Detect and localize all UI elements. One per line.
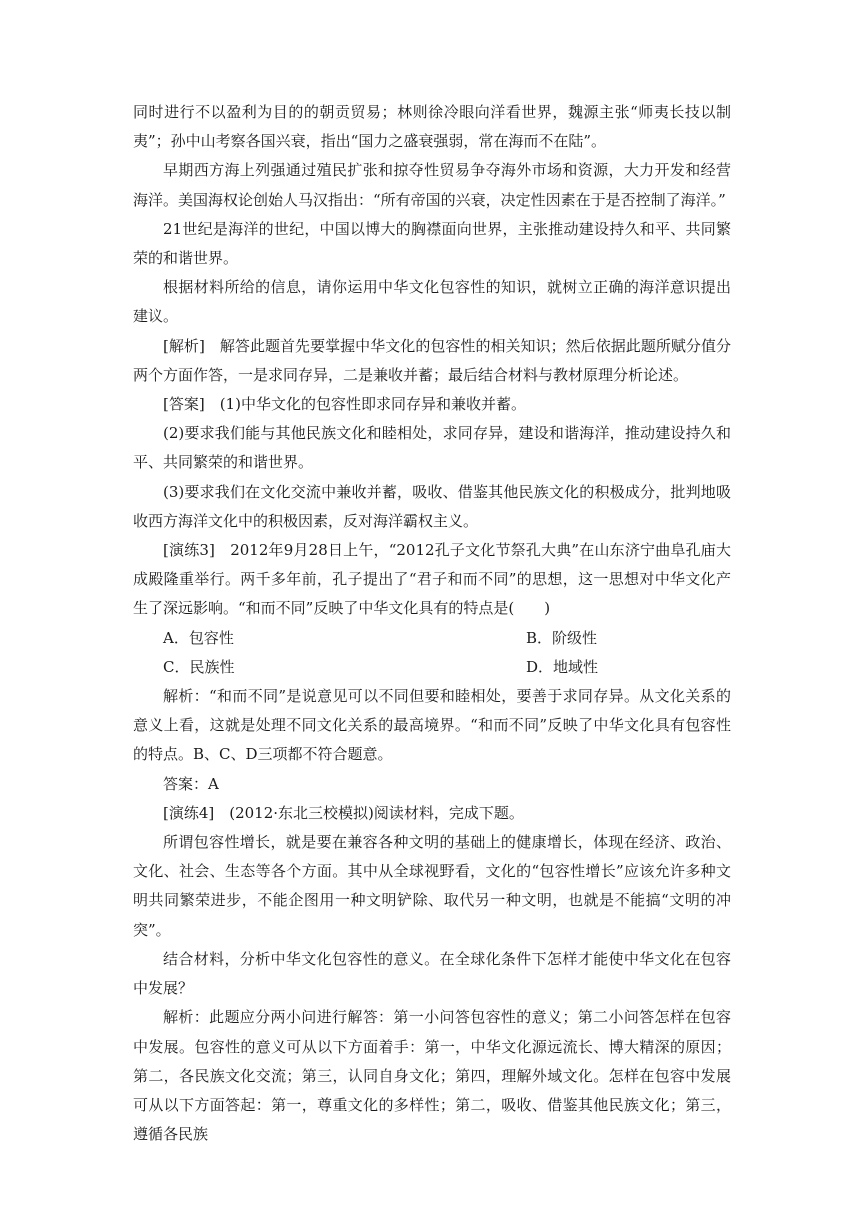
option-a: A．包容性 [163, 628, 234, 647]
paragraph-answer-2: (2)要求我们能与其他民族文化和睦相处，求同存异，建设和谐海洋，推动建设持久和平、共同繁荣的和谐世界。 [133, 424, 731, 472]
paragraph-inclusive-growth: 所谓包容性增长，就是要在兼容各种文明的基础上的健康增长，体现在经济、政治、文化、社会、生态等各个方面。其中从全球视野看，文化的“包容性增长”应该允许多种文明共同繁荣进步，不能企图用一种文明铲除、取代另一种文明，也就是不能搞“文明的冲突”。 [133, 833, 731, 939]
paragraph-exercise-3: [演练3] 2012年9月28日上午，“2012孔子文化节祭孔大典”在山东济宁曲阜孔庙大成殿隆重举行。两千多年前，孔子提出了“君子和而不同”的思想，这一思想对中华文化产生了深远影响。“和而不同”反映了中华文化具有的特点是( ) [133, 541, 731, 618]
answer-options [133, 624, 731, 682]
option-b: B．阶级性 [526, 628, 598, 647]
paragraph-exercise-4: [演练4] (2012·东北三校模拟)阅读材料，完成下题。 [163, 803, 524, 822]
paragraph-tribute-trade: 同时进行不以盈利为目的的朝贡贸易；林则徐冷眼向洋看世界，魏源主张“师夷长技以制夷”；孙中山考察各国兴衰，指出“国力之盛衰强弱，常在海而不在陆”。 [133, 103, 731, 151]
paragraph-answer-1: [答案] (1)中华文化的包容性即求同存异和兼收并蓄。 [163, 395, 526, 414]
paragraph-exercise-3-answer: 答案：A [163, 774, 219, 793]
paragraph-western-powers: 早期西方海上列强通过殖民扩张和掠夺性贸易争夺海外市场和资源，大力开发和经营海洋。美国海权论创始人马汉指出：“所有帝国的兴衰，决定性因素在于是否控制了海洋。” [133, 161, 731, 209]
paragraph-analysis: [解析] 解答此题首先要掌握中华文化的包容性的相关知识；然后依据此题所赋分值分两个方面作答，一是求同存异，二是兼收并蓄；最后结合材料与教材原理分析论述。 [133, 336, 731, 384]
paragraph-exercise-4-question: 结合材料，分析中华文化包容性的意义。在全球化条件下怎样才能使中华文化在包容中发展？ [133, 949, 731, 998]
paragraph-exercise-3-analysis: 解析：“和而不同”是说意见可以不同但要和睦相处，要善于求同存异。从文化关系的意义上看，这就是处理不同文化关系的最高境界。“和而不同”反映了中华文化具有包容性的特点。B、C、D三项都不符合题意。 [133, 687, 731, 764]
paragraph-exercise-4-analysis: 解析：此题应分两小问进行解答：第一小问答包容性的意义；第二小问答怎样在包容中发展。包容性的意义可从以下方面着手：第一，中华文化源远流长、博大精深的原因；第二，各民族文化交流；第三，认同自身文化；第四，理解外域文化。怎样在包容中发展可从以下方面答起：第一，尊重文化的多样性；第二，吸收、借鉴其他民族文化；第三，遵循各民族 [133, 1008, 731, 1144]
option-c: C．民族性 [163, 657, 235, 676]
document-body [133, 98, 731, 1149]
option-d: D．地域性 [526, 657, 599, 676]
paragraph-question: 根据材料所给的信息，请你运用中华文化包容性的知识，就树立正确的海洋意识提出建议。 [133, 278, 731, 326]
paragraph-answer-3: (3)要求我们在文化交流中兼收并蓄，吸收、借鉴其他民族文化的积极成分，批判地吸收西方海洋文化中的积极因素，反对海洋霸权主义。 [133, 482, 731, 530]
paragraph-21st-century: 21世纪是海洋的世纪，中国以博大的胸襟面向世界，主张推动建设持久和平、共同繁荣的和谐世界。 [133, 219, 731, 268]
